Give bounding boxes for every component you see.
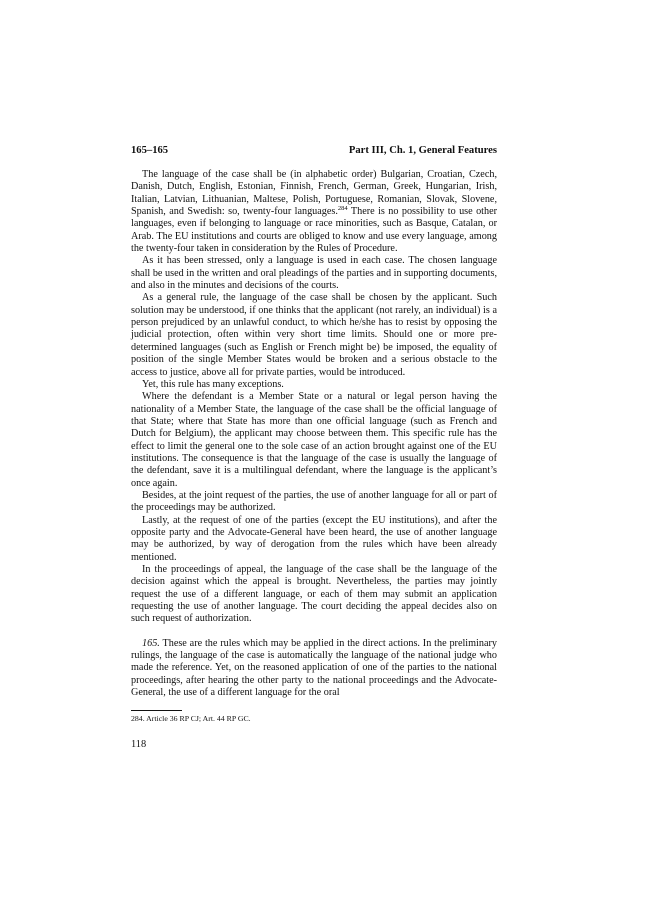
section-number: 165. [142,637,160,649]
paragraph: Where the defendant is a Member State or a natural or legal person having the nationality of a Member State, the language of the case shall be the official language of that State; where that State has more than one official language (such as French and Dutch for Belgium), the applicant may choose between them. This specific rule has the effect to limit the general one to the sole case of an action brought against one of the EU institutions. The consequence is that the language of the case is usually the language of the defendant, save it is a multilingual defendant, where the language is the applicant’s once again. [131,391,497,489]
paragraph: Yet, this rule has many exceptions. [142,378,284,390]
paragraph: Besides, at the joint request of the parties, the use of another language for all or part of the proceedings may be authorized. [131,489,497,514]
running-head-section-range: 165–165 [131,145,169,156]
section-paragraph: 165. These are the rules which may be applied in the direct actions. In the preliminary rulings, the language of the case is automatically the language of the national judge who made the reference. Yet, on the reasoned application of one of the parties to the national proceedings, after hearing the other party to the national proceedings and the Advocate-General, the use of a different language for the oral [131,637,497,699]
footnote: 284. Article 36 RP CJ; Art. 44 RP GC. [131,714,251,724]
paragraph: Lastly, at the request of one of the parties (except the EU institutions), and after the opposite party and the Advocate-General have been heard, the use of another language may be authorized, by way of derogation from the rules which have been already mentioned. [131,514,497,563]
paragraph: As a general rule, the language of the case shall be chosen by the applicant. Such solution may be understood, if one thinks that the applicant (not rarely, an individual) is a person prejudiced by an unlawful conduct, to which he/she has to resist by opposing the judicial protection, often within very short time limits. Should one or more pre-determined languages (such as English or French might be) be imposed, the equality of position of the single Member States would be broken and a serious obstacle to the access to justice, above all for private parties, would be introduced. [131,292,497,378]
paragraph: The language of the case shall be (in alphabetic order) Bulgarian, Croatian, Czech, Danish, Dutch, English, Estonian, Finnish, French, German, Greek, Hungarian, Irish, Italian, Latvian, Lithuanian, Maltese, Polish, Portuguese, Romanian, Slovak, Slovene, Spanish, and Swedish: so, twenty-four languages.$^{284}$ There is no possibility to use other languages, even if belonging to language or race minorities, such as Basque, Catalan, or Arab. The EU institutions and courts are obliged to know and use every language, among the twenty-four taken in consideration by the Rules of Procedure. [131,169,497,255]
body-text [131,169,497,699]
page-number: 118 [131,739,147,751]
book-page [131,144,497,752]
running-head-chapter-title: Part III, Ch. 1, General Features [348,145,497,156]
running-head [131,144,497,158]
footnote-reference: 284 [337,205,348,213]
paragraph: As it has been stressed, only a language is used in each case. The chosen language shall be used in the written and oral pleadings of the parties and in supporting documents, and also in the minutes and decisions of the courts. [131,255,497,292]
footnote-divider [131,710,182,711]
paragraph: In the proceedings of appeal, the language of the case shall be the language of the decision against which the appeal is brought. Nevertheless, the parties may jointly request the use of a different language, or each of them may submit an application requesting the use of another language. The court deciding the appeal decides also on such request of authorization. [131,564,497,625]
